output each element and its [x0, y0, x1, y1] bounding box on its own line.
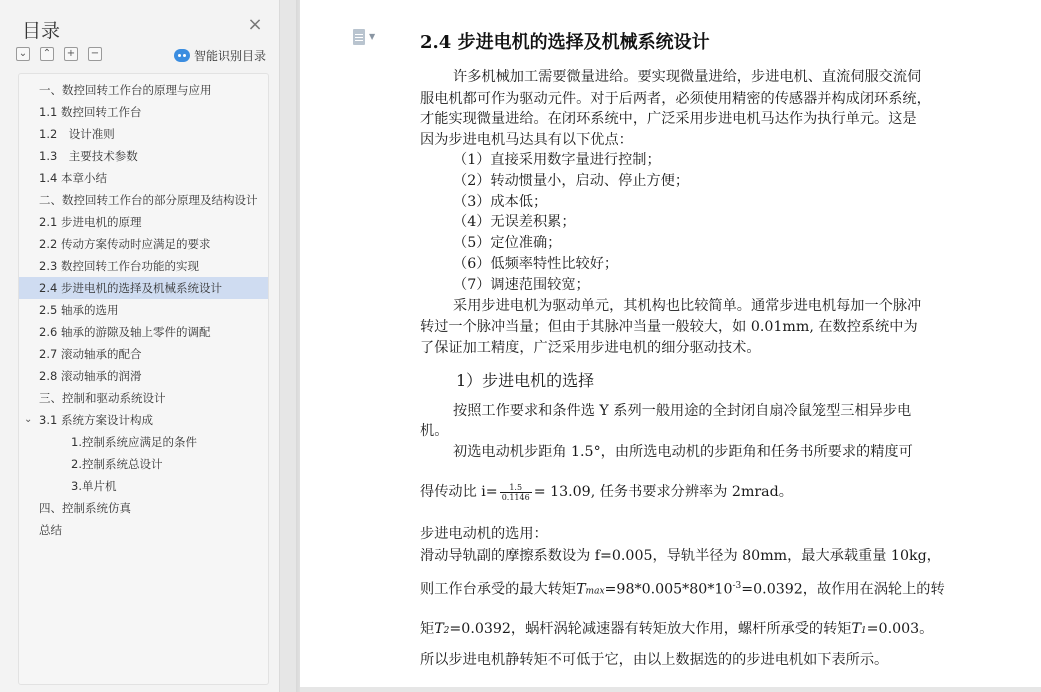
document-menu-icon[interactable]: ▼ [353, 29, 377, 47]
toc-item-label: 1.4 本章小结 [39, 171, 107, 185]
ratio-suffix: = 13.09, 任务书要求分辨率为 2mrad。 [533, 484, 793, 500]
toc-item[interactable] [19, 321, 268, 343]
torque-mid: =98*0.005*80*10 [604, 581, 733, 598]
body-line: 所以步进电机静转矩不可低于它，由以上数据选的的步进电机如下表所示。 [420, 652, 889, 668]
toc-item[interactable] [19, 475, 268, 497]
t2-prefix: 矩 [420, 621, 435, 637]
t1-suffix: =0.003。 [866, 621, 934, 637]
toc-item-label: 1.2 设计准则 [39, 127, 115, 141]
toc-item-label: 3.1 系统方案设计构成 [39, 413, 153, 427]
toc-item-label: 2.7 滚动轴承的配合 [39, 347, 142, 361]
torque-line [420, 576, 945, 603]
toc-title: 目录 [22, 20, 61, 42]
tmax-symbol: T [576, 581, 586, 598]
expand-caret-icon[interactable]: ⌄ [24, 414, 33, 425]
tmax-subscript: max [585, 586, 605, 597]
body-line: 初选电动机步距角 1.5°，由所选电动机的步距角和任务书所要求的精度可 [453, 444, 913, 460]
toc-sidebar [0, 0, 280, 692]
toc-item-label: 四、控制系统仿真 [39, 501, 131, 515]
toc-item[interactable] [19, 365, 268, 387]
add-heading-button[interactable]: + [64, 47, 78, 61]
t1-symbol: T [851, 621, 861, 637]
t2-symbol: T [434, 621, 444, 637]
toc-item-label: 1.控制系统应满足的条件 [71, 435, 197, 449]
t2-subscript: 2 [443, 626, 450, 636]
torque-prefix: 则工作台承受的最大转矩 [420, 581, 577, 598]
body-line: 因为步进电机马达具有以下优点： [420, 132, 633, 148]
toc-list [19, 79, 268, 541]
close-icon[interactable]: × [247, 14, 263, 35]
toc-item[interactable] [19, 145, 268, 167]
ratio-denominator: 0.1146 [501, 492, 530, 502]
toc-item-label: 2.2 传动方案传动时应满足的要求 [39, 237, 211, 251]
body-line: 机。 [420, 423, 449, 439]
toc-item-label: 2.5 轴承的选用 [39, 303, 119, 317]
remove-heading-button[interactable]: − [88, 47, 102, 61]
ratio-line [420, 482, 793, 503]
toc-item[interactable] [19, 453, 268, 475]
body-line: 才能实现微量进给。在闭环系统中，广泛采用步进电机马达作为执行单元。这是 [420, 111, 917, 127]
toc-item-label: 3.单片机 [71, 479, 117, 493]
toc-item[interactable] [19, 123, 268, 145]
body-line: 滑动导轨副的摩擦系数设为 f=0.005，导轨半径为 80mm，最大承载重量 10kg， [420, 548, 941, 564]
ratio-prefix: 得传动比 i= [420, 484, 498, 500]
toc-item[interactable] [19, 277, 268, 299]
body-line: 了保证加工精度，广泛采用步进电机的细分驱动技术。 [420, 340, 761, 356]
toc-item[interactable] [19, 343, 268, 365]
body-line: 步进电动机的选用： [420, 526, 548, 542]
toc-item[interactable] [19, 409, 268, 431]
toc-item[interactable] [19, 211, 268, 233]
expand-all-button[interactable]: ⌄ [16, 47, 30, 61]
page-break [300, 687, 1041, 692]
toc-item[interactable] [19, 233, 268, 255]
toc-item[interactable] [19, 299, 268, 321]
toc-item-label: 总结 [39, 523, 62, 537]
toc-item[interactable] [19, 387, 268, 409]
sub-heading: 1）步进电机的选择 [456, 371, 595, 390]
toc-item-label: 2.3 数控回转工作台功能的实现 [39, 259, 199, 273]
toc-panel [18, 73, 269, 685]
list-item: （3）成本低； [453, 194, 548, 210]
toc-item-label: 三、控制和驱动系统设计 [39, 391, 166, 405]
toc-item-label: 1.3 主要技术参数 [39, 149, 138, 163]
t1-subscript: 1 [860, 626, 867, 636]
list-item: （4）无误差积累； [453, 214, 576, 230]
smart-toc-label: 智能识别目录 [194, 48, 267, 63]
torque-exponent: -3 [732, 581, 742, 591]
list-item: （5）定位准确； [453, 235, 562, 251]
toc-item[interactable] [19, 79, 268, 101]
smart-toc-button[interactable] [174, 46, 266, 64]
body-line: 转过一个脉冲当量；但由于其脉冲当量一般较大，如 0.01mm, 在数控系统中为 [420, 319, 918, 335]
t2-line [420, 619, 933, 642]
toc-item-label: 一、数控回转工作台的原理与应用 [39, 83, 212, 97]
toc-item-label: 2.8 滚动轴承的润滑 [39, 369, 142, 383]
toc-item-label: 2.6 轴承的游隙及轴上零件的调配 [39, 325, 211, 339]
toc-item-label: 2.4 步进电机的选择及机械系统设计 [39, 281, 222, 295]
body-line: 服电机都可作为驱动元件。对于后两者，必须使用精密的传感器并构成闭环系统， [420, 91, 931, 107]
body-line: 按照工作要求和条件选 Y 系列一般用途的全封闭自扇冷鼠笼型三相异步电 [453, 403, 912, 419]
list-item: （6）低频率特性比较好； [453, 256, 619, 272]
ratio-fraction [500, 483, 532, 502]
toc-item[interactable] [19, 519, 268, 541]
toc-item[interactable] [19, 431, 268, 453]
body-line: 许多机械加工需要微量进给。要实现微量进给，步进电机、直流伺服交流伺 [453, 69, 922, 85]
toc-item-label: 2.1 步进电机的原理 [39, 215, 142, 229]
ai-robot-icon [174, 49, 190, 62]
toc-item[interactable] [19, 189, 268, 211]
toc-item-label: 二、数控回转工作台的部分原理及结构设计 [39, 193, 258, 207]
body-line: 采用步进电机为驱动单元，其机构也比较简单。通常步进电机每加一个脉冲 [453, 298, 922, 314]
toc-item-label: 1.1 数控回转工作台 [39, 105, 142, 119]
section-heading: 2.4 步进电机的选择及机械系统设计 [420, 32, 710, 53]
torque-suffix: =0.0392，故作用在涡轮上的转 [741, 581, 945, 598]
toc-item[interactable] [19, 497, 268, 519]
toc-item-label: 2.控制系统总设计 [71, 457, 163, 471]
toc-item[interactable] [19, 167, 268, 189]
list-item: （2）转动惯量小，启动、停止方便； [453, 173, 690, 189]
list-item: （1）直接采用数字量进行控制； [453, 152, 661, 168]
toc-item[interactable] [19, 255, 268, 277]
t2-mid: =0.0392，蜗杆涡轮减速器有转矩放大作用，螺杆所承受的转矩 [449, 621, 852, 637]
toc-item[interactable] [19, 101, 268, 123]
list-item: （7）调速范围较宽； [453, 277, 590, 293]
collapse-all-button[interactable]: ⌃ [40, 47, 54, 61]
ratio-numerator: 1.5 [500, 483, 532, 493]
